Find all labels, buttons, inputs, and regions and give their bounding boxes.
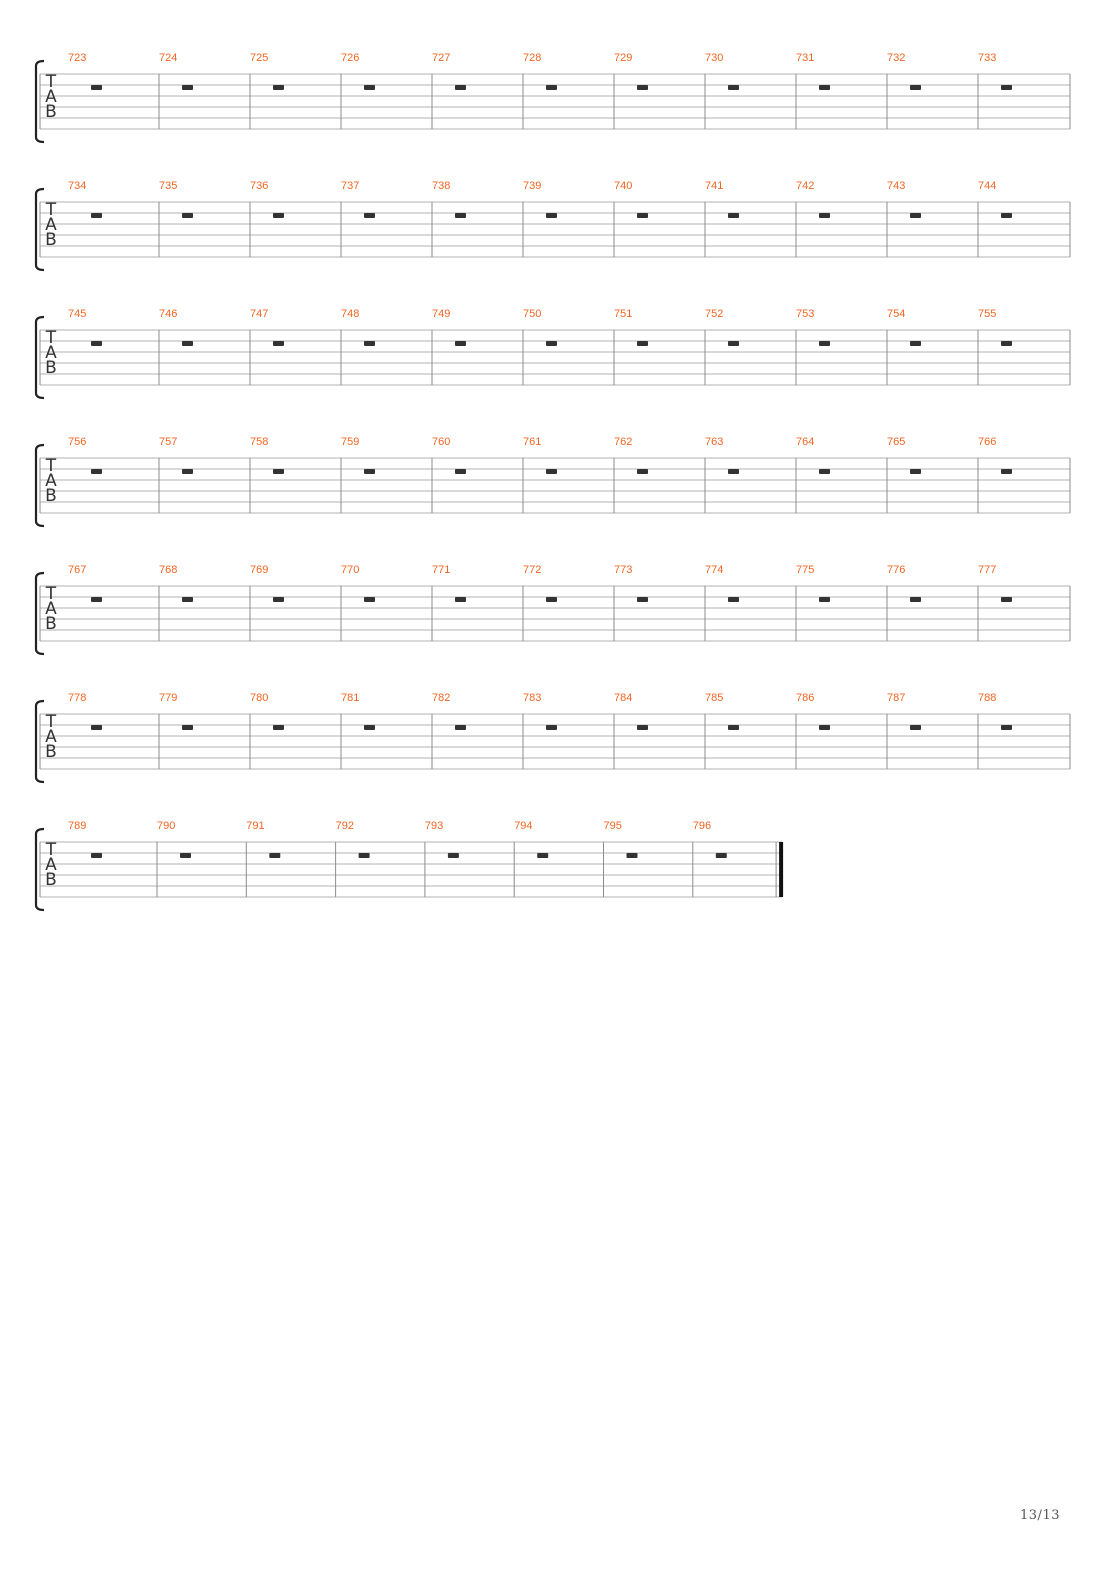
tab-clef-letter: T — [45, 840, 57, 860]
measure-number: 751 — [614, 308, 633, 320]
whole-rest — [364, 725, 375, 730]
whole-rest — [273, 341, 284, 346]
whole-rest — [455, 85, 466, 90]
whole-rest — [364, 469, 375, 474]
tab-clef-letter: A — [45, 471, 57, 491]
whole-rest — [537, 853, 548, 858]
whole-rest — [637, 725, 648, 730]
whole-rest — [455, 469, 466, 474]
measure-number: 725 — [250, 52, 269, 64]
measure-number: 745 — [68, 308, 87, 320]
measure-number: 780 — [250, 692, 269, 704]
tab-clef-letter: T — [45, 72, 57, 92]
whole-rest — [1001, 725, 1012, 730]
tab-clef-letter: T — [45, 200, 57, 220]
measure-number: 772 — [523, 564, 542, 576]
measure-number: 758 — [250, 436, 269, 448]
tab-clef-letter: B — [45, 614, 57, 634]
whole-rest — [273, 85, 284, 90]
whole-rest — [91, 341, 102, 346]
whole-rest — [819, 341, 830, 346]
measure-number: 781 — [341, 692, 360, 704]
tab-clef-letter: A — [45, 343, 57, 363]
measure-number: 740 — [614, 180, 633, 192]
whole-rest — [819, 213, 830, 218]
whole-rest — [1001, 213, 1012, 218]
measure-number: 730 — [705, 52, 724, 64]
whole-rest — [546, 725, 557, 730]
whole-rest — [637, 213, 648, 218]
measure-number: 783 — [523, 692, 542, 704]
whole-rest — [180, 853, 191, 858]
measure-number: 750 — [523, 308, 542, 320]
tab-system — [36, 180, 1070, 270]
measure-number: 770 — [341, 564, 360, 576]
measure-number: 787 — [887, 692, 906, 704]
tab-clef-letter: B — [45, 230, 57, 250]
measure-number: 778 — [68, 692, 87, 704]
whole-rest — [91, 213, 102, 218]
measure-number: 724 — [159, 52, 178, 64]
tab-clef-letter: T — [45, 456, 57, 476]
measure-number: 767 — [68, 564, 87, 576]
measure-number: 789 — [68, 820, 87, 832]
measure-number: 742 — [796, 180, 815, 192]
whole-rest — [546, 469, 557, 474]
tab-system — [36, 692, 1070, 782]
measure-number: 723 — [68, 52, 87, 64]
whole-rest — [1001, 469, 1012, 474]
tab-clef-letter: B — [45, 102, 57, 122]
whole-rest — [546, 85, 557, 90]
tab-clef-letter: A — [45, 599, 57, 619]
tab-clef-letter: B — [45, 870, 57, 890]
measure-number: 727 — [432, 52, 451, 64]
tab-clef-letter: T — [45, 328, 57, 348]
whole-rest — [819, 469, 830, 474]
measure-number: 754 — [887, 308, 906, 320]
whole-rest — [364, 213, 375, 218]
measure-number: 796 — [692, 820, 712, 832]
whole-rest — [182, 725, 193, 730]
whole-rest — [1001, 341, 1012, 346]
measure-number: 729 — [614, 52, 633, 64]
whole-rest — [910, 469, 921, 474]
measure-number: 793 — [424, 820, 444, 832]
measure-number: 782 — [432, 692, 451, 704]
measure-number: 765 — [887, 436, 906, 448]
measure-number: 752 — [705, 308, 724, 320]
whole-rest — [627, 853, 638, 858]
whole-rest — [455, 597, 466, 602]
whole-rest — [273, 469, 284, 474]
whole-rest — [910, 725, 921, 730]
measure-number: 746 — [159, 308, 178, 320]
whole-rest — [637, 85, 648, 90]
tab-clef-letter: B — [45, 486, 57, 506]
tab-clef-letter: A — [45, 87, 57, 107]
measure-number: 777 — [978, 564, 997, 576]
whole-rest — [716, 853, 727, 858]
whole-rest — [269, 853, 280, 858]
measure-number: 763 — [705, 436, 724, 448]
whole-rest — [728, 597, 739, 602]
measure-number: 776 — [887, 564, 906, 576]
page-number: 13/13 — [1020, 1508, 1060, 1523]
tab-system — [36, 308, 1070, 398]
measure-number: 737 — [341, 180, 360, 192]
whole-rest — [637, 341, 648, 346]
whole-rest — [637, 597, 648, 602]
measure-number: 757 — [159, 436, 178, 448]
measure-number: 726 — [341, 52, 360, 64]
whole-rest — [819, 725, 830, 730]
whole-rest — [455, 213, 466, 218]
whole-rest — [91, 725, 102, 730]
measure-number: 747 — [250, 308, 269, 320]
measure-number: 731 — [796, 52, 815, 64]
tab-clef-letter: B — [45, 742, 57, 762]
measure-number: 736 — [250, 180, 269, 192]
whole-rest — [91, 597, 102, 602]
whole-rest — [364, 597, 375, 602]
measure-number: 792 — [335, 820, 354, 832]
whole-rest — [546, 341, 557, 346]
whole-rest — [448, 853, 459, 858]
whole-rest — [273, 725, 284, 730]
measure-number: 784 — [614, 692, 633, 704]
tab-system — [36, 52, 1070, 142]
measure-number: 732 — [887, 52, 906, 64]
whole-rest — [728, 341, 739, 346]
whole-rest — [91, 853, 102, 858]
measure-number: 779 — [159, 692, 178, 704]
whole-rest — [819, 85, 830, 90]
whole-rest — [910, 341, 921, 346]
tab-system — [36, 564, 1070, 654]
whole-rest — [455, 341, 466, 346]
whole-rest — [359, 853, 370, 858]
measure-number: 764 — [796, 436, 815, 448]
measure-number: 785 — [705, 692, 724, 704]
whole-rest — [1001, 85, 1012, 90]
tab-clef-letter: A — [45, 855, 57, 875]
measure-number: 735 — [159, 180, 178, 192]
whole-rest — [910, 85, 921, 90]
tab-clef-letter: B — [45, 358, 57, 378]
tab-system — [36, 820, 783, 910]
measure-number: 775 — [796, 564, 815, 576]
tab-clef-letter: A — [45, 727, 57, 747]
whole-rest — [182, 469, 193, 474]
measure-number: 744 — [978, 180, 997, 192]
measure-number: 769 — [250, 564, 269, 576]
measure-number: 749 — [432, 308, 451, 320]
whole-rest — [1001, 597, 1012, 602]
whole-rest — [182, 597, 193, 602]
whole-rest — [728, 469, 739, 474]
measure-number: 790 — [157, 820, 176, 832]
measure-number: 773 — [614, 564, 633, 576]
whole-rest — [182, 341, 193, 346]
measure-number: 760 — [432, 436, 451, 448]
measure-number: 771 — [432, 564, 451, 576]
measure-number: 743 — [887, 180, 906, 192]
tab-clef-letter: T — [45, 712, 57, 732]
measure-number: 753 — [796, 308, 815, 320]
whole-rest — [728, 725, 739, 730]
whole-rest — [819, 597, 830, 602]
whole-rest — [91, 469, 102, 474]
measure-number: 795 — [603, 820, 622, 832]
measure-number: 738 — [432, 180, 451, 192]
whole-rest — [91, 85, 102, 90]
whole-rest — [364, 341, 375, 346]
tab-clef-letter: T — [45, 584, 57, 604]
whole-rest — [182, 85, 193, 90]
measure-number: 791 — [246, 820, 265, 832]
measure-number: 762 — [614, 436, 633, 448]
whole-rest — [364, 85, 375, 90]
measure-number: 741 — [705, 180, 724, 192]
final-barline-thick — [779, 842, 783, 897]
whole-rest — [637, 469, 648, 474]
measure-number: 733 — [978, 52, 997, 64]
whole-rest — [182, 213, 193, 218]
measure-number: 755 — [978, 308, 997, 320]
whole-rest — [455, 725, 466, 730]
tab-clef-letter: A — [45, 215, 57, 235]
measure-number: 786 — [796, 692, 815, 704]
whole-rest — [273, 597, 284, 602]
whole-rest — [546, 213, 557, 218]
whole-rest — [273, 213, 284, 218]
measure-number: 766 — [978, 436, 997, 448]
measure-number: 734 — [68, 180, 87, 192]
measure-number: 756 — [68, 436, 87, 448]
whole-rest — [728, 213, 739, 218]
measure-number: 759 — [341, 436, 360, 448]
measure-number: 739 — [523, 180, 542, 192]
measure-number: 788 — [978, 692, 997, 704]
measure-number: 748 — [341, 308, 360, 320]
whole-rest — [910, 213, 921, 218]
measure-number: 761 — [523, 436, 542, 448]
measure-number: 728 — [523, 52, 542, 64]
whole-rest — [910, 597, 921, 602]
measure-number: 794 — [514, 820, 533, 832]
measure-number: 774 — [705, 564, 724, 576]
measure-number: 768 — [159, 564, 178, 576]
whole-rest — [546, 597, 557, 602]
tab-system — [36, 436, 1070, 526]
whole-rest — [728, 85, 739, 90]
